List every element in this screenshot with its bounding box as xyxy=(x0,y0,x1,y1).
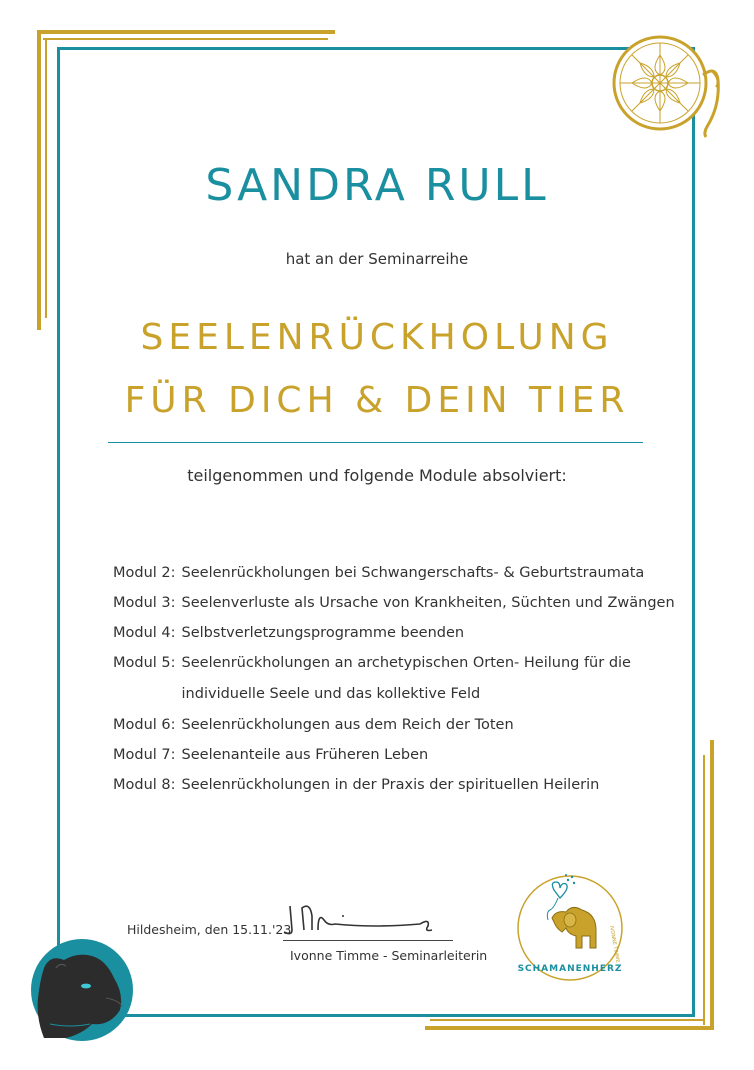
seminar-title-line1: SEELENRÜCKHOLUNG xyxy=(140,317,614,358)
module-text: Seelenanteile aus Früheren Leben xyxy=(181,747,429,763)
module-item xyxy=(113,710,713,740)
divider-line xyxy=(108,442,643,443)
signature-icon xyxy=(280,900,450,940)
module-item xyxy=(113,648,713,710)
gold-bar-bottom xyxy=(425,1026,714,1030)
intro-text: hat an der Seminarreihe xyxy=(285,250,469,268)
module-text: Seelenrückholungen in der Praxis der spirituellen Heilerin xyxy=(181,777,600,793)
panther-icon xyxy=(30,938,134,1042)
logo-text: SCHAMANENHERZ xyxy=(517,964,623,974)
module-item xyxy=(113,770,713,800)
gold-bar-top xyxy=(37,30,335,34)
module-item xyxy=(113,740,713,770)
module-list xyxy=(113,558,713,800)
gold-bar-bottom-thin xyxy=(430,1019,705,1021)
recipient-name: SANDRA RULL xyxy=(205,160,549,211)
seminar-title-line2: FÜR DICH & DEIN TIER xyxy=(124,380,630,421)
module-label: Modul 8: xyxy=(113,777,176,793)
module-label: Modul 5: xyxy=(113,655,176,671)
module-item xyxy=(113,588,713,618)
logo-subtext: IVONNE TIMME xyxy=(608,925,621,964)
module-label: Modul 3: xyxy=(113,595,176,611)
dreamcatcher-icon xyxy=(608,25,726,140)
module-label: Modul 7: xyxy=(113,747,176,763)
module-text: Seelenrückholungen an archetypischen Orten- Heilung für die individuelle Seele und das kollektive Feld xyxy=(181,655,631,702)
place-date: Hildesheim, den 15.11.'23 xyxy=(127,922,292,937)
module-label: Modul 4: xyxy=(113,625,176,641)
module-text: Seelenrückholungen aus dem Reich der Toten xyxy=(181,717,514,733)
module-text: Selbstverletzungsprogramme beenden xyxy=(181,625,465,641)
gold-bar-top-thin xyxy=(43,38,328,40)
module-text: Seelenverluste als Ursache von Krankheiten, Süchten und Zwängen xyxy=(181,595,675,611)
module-label: Modul 6: xyxy=(113,717,176,733)
module-text: Seelenrückholungen bei Schwangerschafts- & Geburtstraumata xyxy=(181,565,645,581)
signatory: Ivonne Timme - Seminarleiterin xyxy=(290,948,488,963)
module-label: Modul 2: xyxy=(113,565,176,581)
signature-line xyxy=(283,940,453,941)
completion-text: teilgenommen und folgende Module absolviert: xyxy=(187,466,567,485)
elephant-logo-icon xyxy=(510,868,630,988)
module-item xyxy=(113,558,713,588)
module-item xyxy=(113,618,713,648)
